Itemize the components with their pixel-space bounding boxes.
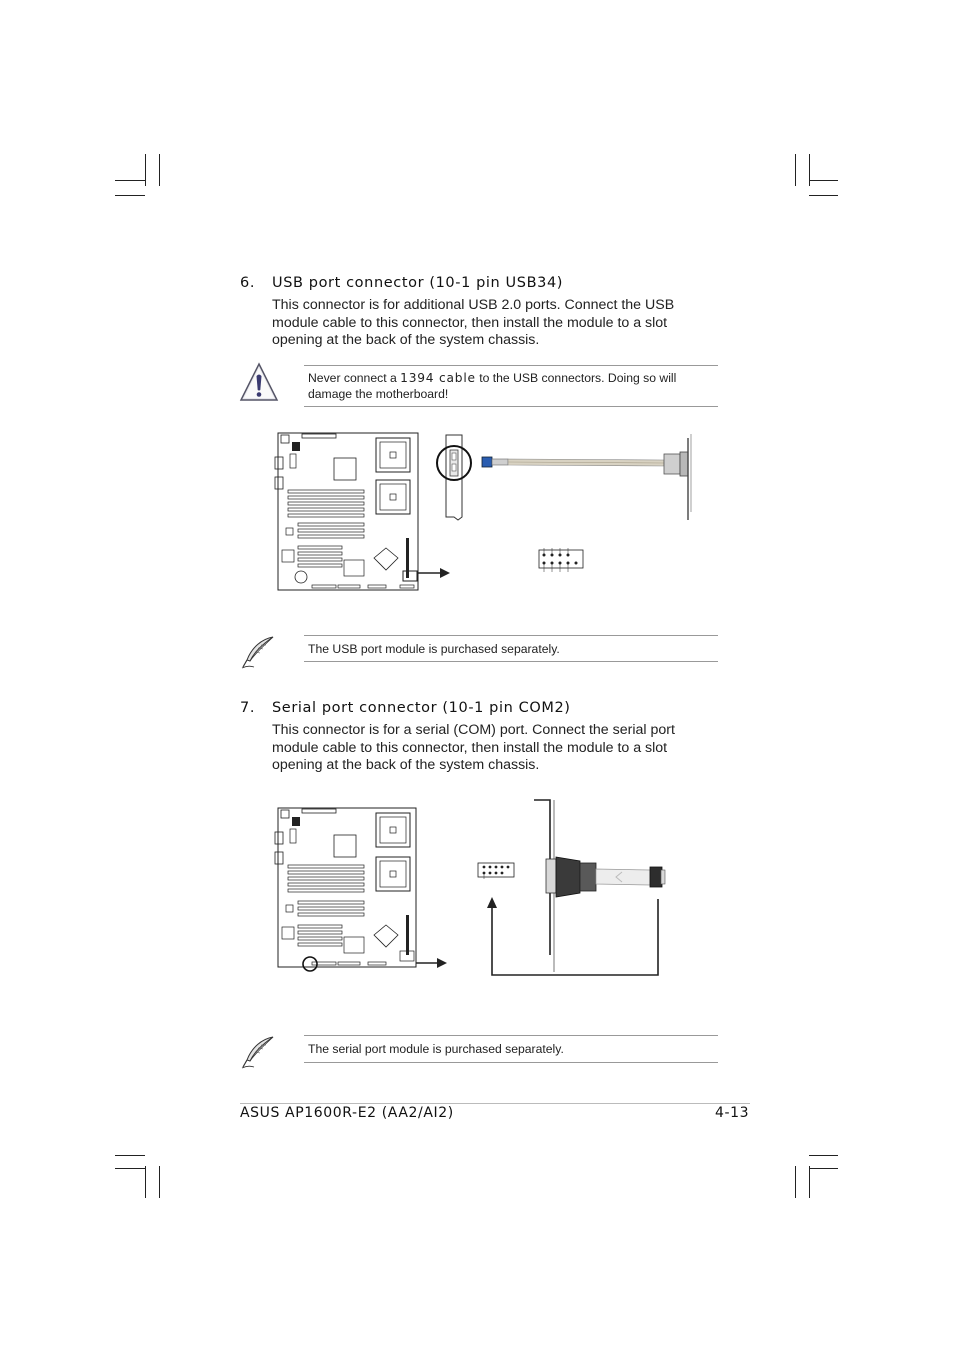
section-number: 6. xyxy=(240,275,256,291)
warning-text-before: Never connect a xyxy=(308,371,401,385)
crop-mark xyxy=(159,154,160,186)
note-box-usb xyxy=(304,635,718,662)
section-6-heading xyxy=(240,275,563,291)
crop-mark xyxy=(159,1166,160,1198)
crop-mark xyxy=(809,1166,810,1198)
note-text: The USB port module is purchased separately. xyxy=(308,642,560,656)
note-text: The serial port module is purchased separately. xyxy=(308,1042,564,1056)
warning-text-after: to the USB connectors. Doing so will damage the motherboard! xyxy=(308,371,677,401)
section-number: 7. xyxy=(240,700,256,716)
section-7-body: This connector is for a serial (COM) port. Connect the serial port module cable to this connector, then install the module to a slot opening at the back of the system chassis. xyxy=(272,722,675,773)
crop-mark xyxy=(809,195,838,196)
com-pin-header-icon xyxy=(476,860,518,880)
crop-mark xyxy=(115,180,145,181)
warning-emphasis: 1394 cable xyxy=(400,371,476,385)
warning-triangle-icon xyxy=(239,362,279,404)
feather-pen-icon xyxy=(240,1034,276,1070)
crop-mark xyxy=(795,1166,796,1198)
footer-page-number: 4-13 xyxy=(715,1105,750,1121)
crop-mark xyxy=(115,1155,145,1156)
footer-rule xyxy=(240,1103,750,1104)
crop-mark xyxy=(809,1168,838,1169)
crop-mark xyxy=(795,154,796,186)
motherboard-diagram-usb xyxy=(272,430,452,595)
section-title: Serial port connector (10-1 pin COM2) xyxy=(272,700,571,716)
feather-pen-icon xyxy=(240,634,276,670)
serial-bracket-illustration xyxy=(530,797,670,977)
crop-mark xyxy=(809,180,838,181)
crop-mark xyxy=(809,1155,838,1156)
crop-mark xyxy=(145,154,146,186)
section-6-body: This connector is for additional USB 2.0 ports. Connect the USB module cable to this connector, then install the module to a slot opening at the back of the system chassis. xyxy=(272,297,675,348)
footer-product: ASUS AP1600R-E2 (AA2/AI2) xyxy=(240,1105,454,1121)
usb-pin-header-icon xyxy=(537,546,587,574)
note-box-serial xyxy=(304,1035,718,1063)
crop-mark xyxy=(115,195,145,196)
crop-mark xyxy=(809,154,810,186)
section-title: USB port connector (10-1 pin USB34) xyxy=(272,275,564,291)
usb-cable-illustration xyxy=(478,430,703,525)
section-7-heading xyxy=(240,700,571,716)
crop-mark xyxy=(115,1168,145,1169)
motherboard-diagram-com xyxy=(272,805,452,975)
warning-box xyxy=(304,365,718,407)
crop-mark xyxy=(145,1166,146,1198)
